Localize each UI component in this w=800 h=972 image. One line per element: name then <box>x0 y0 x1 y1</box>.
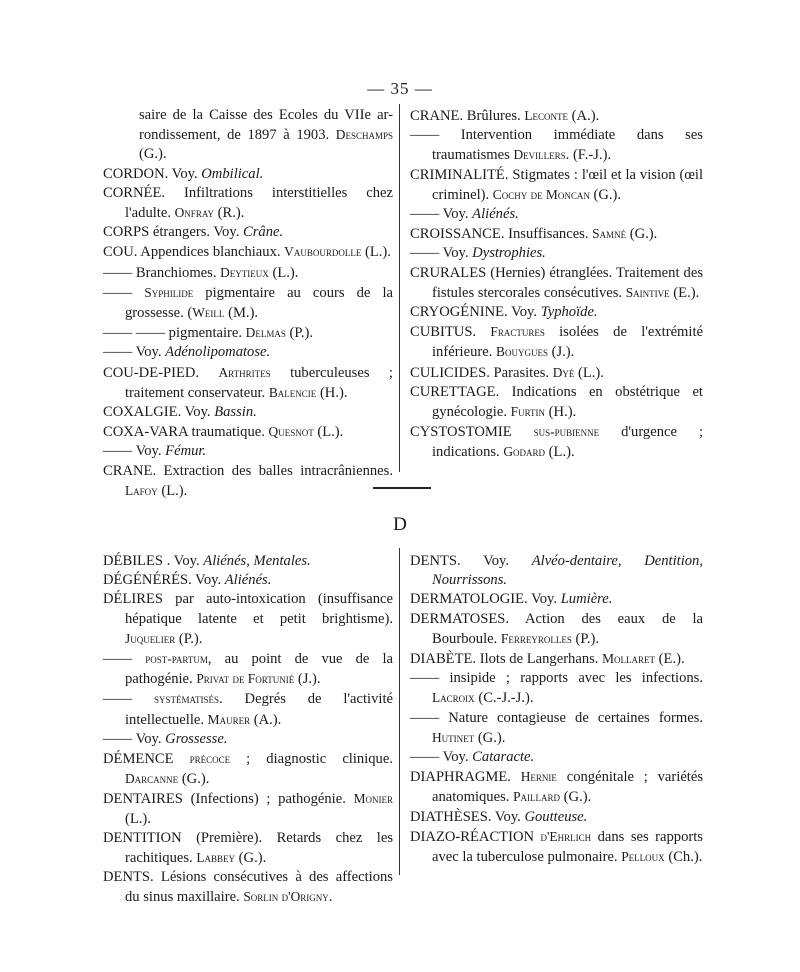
entry-text: COXA-VARA traumatique. <box>103 424 269 441</box>
cross-reference: Ombilical. <box>201 165 264 182</box>
entry-text: CORDON. Voy. <box>103 165 202 182</box>
author-name: sus-pubienne <box>533 424 600 440</box>
entry-text: (G.). <box>178 771 210 788</box>
cross-reference: Adénolipomatose. <box>165 344 271 361</box>
entry-text: (E.). <box>655 651 685 668</box>
entry-text: saire de la Caisse des Ecoles du VII <box>139 107 365 123</box>
author-name: Deschamps <box>335 127 393 143</box>
cross-reference: Crâne. <box>243 224 284 241</box>
index-entry <box>410 303 703 322</box>
entry-text: (A.). <box>568 108 600 124</box>
index-entry <box>410 126 703 165</box>
entry-text: ; diagnostic clinique. <box>230 751 393 768</box>
entry-text: DENTITION (Première). Retards chez les rachitiques. <box>103 829 393 867</box>
entry-text: (M.). <box>224 305 259 322</box>
entry-text: —— insipide ; rapports avec les infections. <box>410 670 703 687</box>
entry-text: —— <box>103 651 146 668</box>
cross-reference: Alvéo-dentaire, Dentition, Nourrissons. <box>432 553 703 589</box>
entry-text: —— Nature contagieuse de certaines formes. <box>410 709 703 726</box>
cross-reference: Cataracte. <box>472 749 535 766</box>
author-name: Sorlin d'Origny <box>243 889 329 905</box>
author-name: Hutinet <box>432 729 475 745</box>
index-entry <box>410 205 703 224</box>
entry-text: (C.-J.-J.). <box>474 690 534 707</box>
entry-text: (P.). <box>175 630 203 647</box>
index-entry <box>410 264 703 303</box>
index-entry <box>103 552 393 571</box>
author-name: Quesnot <box>268 424 314 440</box>
author-name: Lafoy <box>125 482 158 498</box>
author-name: Lacroix <box>432 690 475 706</box>
index-entry <box>103 649 393 689</box>
entry-text: —— Intervention immédiate dans ses traumatismes <box>410 127 703 164</box>
index-entry <box>103 242 393 262</box>
entry-text: CULICIDES. Parasites. <box>410 364 553 381</box>
entry-text: —— —— pigmentaire. <box>103 325 246 342</box>
author-name: Darcanne <box>125 771 179 787</box>
entry-text: (L.). <box>125 810 151 827</box>
author-name: Fractures <box>490 324 545 340</box>
author-name: post-partum <box>145 651 208 667</box>
index-entry <box>410 610 703 649</box>
index-entry <box>410 649 703 669</box>
entry-text: DENTAIRES (Infections) ; pathogénie. <box>103 791 354 808</box>
author-name: Labbey <box>196 850 236 866</box>
author-name: Balencie <box>268 384 317 400</box>
entry-text: (L.). <box>361 244 391 261</box>
entry-text: CYSTOSTOMIE <box>410 424 534 441</box>
entry-text: (L.). <box>574 364 604 381</box>
cross-reference: Grossesse. <box>165 730 228 747</box>
entry-text: —— <box>103 284 145 301</box>
cross-reference: Dystrophies. <box>472 245 546 262</box>
entry-text: d'urgence ; indications. <box>432 424 703 461</box>
author-name: Juquelier <box>125 630 176 646</box>
entry-text: CRYOGÉNINE. Voy. <box>410 304 541 321</box>
index-entry <box>103 442 393 461</box>
author-name: Pelloux <box>621 849 665 865</box>
entry-text: —— Voy. <box>103 730 166 747</box>
entry-text: CORNÉE. Infiltrations interstitielles chez l'adulte. <box>103 184 393 222</box>
entry-text: , au point de vue de la pathogénie. <box>125 651 393 688</box>
entry-text: (H.). <box>545 404 577 421</box>
index-entry <box>103 323 393 343</box>
author-name: précoce <box>189 751 231 767</box>
entry-text: (P.). <box>571 630 600 647</box>
entry-text: —— Voy. <box>103 443 166 460</box>
entry-text: (Ch.). <box>664 849 703 866</box>
index-entry <box>103 868 393 907</box>
entry-text: tuberculeuses ; traitement conservateur. <box>125 364 393 401</box>
entry-text: CRURALES (Hernies) étranglées. Traitement des fistules stercorales consécutives. <box>410 264 703 301</box>
author-name: Syphilide <box>144 284 194 300</box>
index-entry <box>410 767 703 807</box>
cross-reference: Aliénés, Mentales. <box>203 553 311 569</box>
author-name: Deytieux <box>220 264 269 280</box>
index-entry <box>103 184 393 223</box>
index-entry <box>103 590 393 649</box>
entry-text: (E.). <box>669 284 700 301</box>
index-entry <box>103 165 393 184</box>
entry-text: (J.). <box>294 671 321 688</box>
index-entry <box>103 571 393 590</box>
entry-text: COXALGIE. Voy. <box>103 404 215 421</box>
index-entry <box>410 224 703 244</box>
index-entry <box>103 749 393 789</box>
entry-text: (G.). <box>589 186 622 203</box>
entry-text: (R.). <box>214 205 245 222</box>
entry-text: CRANE. Extraction des balles intracrâniennes. <box>103 462 393 479</box>
entry-text: COU. Appendices blanchiaux. <box>103 244 285 261</box>
author-name: systématisés <box>154 691 220 707</box>
entry-text: DIAZO-RÉACTION <box>410 828 541 845</box>
cross-reference: Fémur. <box>165 443 207 460</box>
author-name: Samné <box>592 226 627 242</box>
entry-text: (L.). <box>545 444 575 461</box>
author-name: d'Ehrlich <box>540 828 592 844</box>
entry-text: DIAPHRAGME. <box>410 769 521 786</box>
entry-text: (L.). <box>268 264 299 281</box>
index-entry <box>103 462 393 501</box>
entry-text: COU-DE-PIED. <box>103 364 219 381</box>
entry-text: DIABÈTE. Ilots de Langerhans. <box>410 651 603 668</box>
index-entry <box>103 106 393 165</box>
index-entry <box>410 552 703 590</box>
entry-text: (G.). <box>474 729 506 746</box>
column-divider-top <box>399 104 400 472</box>
entry-text: CROISSANCE. Insuffisances. <box>410 226 593 243</box>
entry-text: (P.). <box>285 325 314 342</box>
index-entry <box>103 363 393 403</box>
author-name: Furtin <box>510 404 546 420</box>
author-name: Dyé <box>552 364 575 380</box>
column-divider-bottom <box>399 548 400 875</box>
section-letter: D <box>393 514 407 535</box>
author-name: Godard <box>503 444 546 460</box>
index-entry <box>410 827 703 867</box>
index-entry <box>410 363 703 383</box>
entry-text: CORPS étrangers. Voy. <box>103 224 244 241</box>
entry-text: DENTS. Lésions consécutives à des affections du sinus maxillaire. <box>103 869 393 906</box>
entry-text: (A.). <box>250 711 282 728</box>
entry-text: (G.). <box>560 789 592 806</box>
column-top-right <box>410 106 703 463</box>
entry-text: (G.). <box>139 146 167 163</box>
entry-text: DERMATOLOGIE. Voy. <box>410 591 561 608</box>
index-entry <box>103 263 393 283</box>
author-name: Weill <box>192 305 225 321</box>
entry-text: —— Voy. <box>410 206 473 223</box>
entry-text: (G.). <box>235 850 267 867</box>
author-name: Privat de Fortunié <box>196 671 295 687</box>
entry-text: —— <box>103 691 155 708</box>
author-name: Maurer <box>207 711 251 727</box>
column-bottom-right <box>410 552 703 867</box>
author-name: Devillers <box>513 147 566 163</box>
entry-text: . (F.-J.). <box>565 147 612 164</box>
author-name: Ferreyrolles <box>500 630 572 646</box>
entry-text: (H.). <box>316 384 348 401</box>
entry-text: CRIMINALITÉ. Stigmates : l'œil et la vision (œil criminel). <box>410 166 703 203</box>
index-entry <box>410 322 703 362</box>
index-entry <box>410 748 703 767</box>
index-entry <box>103 223 393 242</box>
cross-reference: Aliénés. <box>472 206 519 223</box>
entry-text: congénitale ; variétés anatomiques. <box>432 769 704 806</box>
author-name: Leconte <box>524 108 569 123</box>
index-entry <box>103 730 393 749</box>
entry-text: CURETTAGE. Indications en obstétrique et gynécologie. <box>410 383 703 421</box>
author-name: Paillard <box>513 789 561 805</box>
entry-text: CRANE. Brûlures. <box>410 108 525 124</box>
entry-text: DENTS. Voy. <box>410 553 532 569</box>
author-name: Mollaret <box>602 651 656 667</box>
entry-text: dans ses rapports avec la tuberculose pulmonaire. <box>432 828 703 866</box>
entry-text: —— Voy. <box>410 245 473 262</box>
entry-text: (L.). <box>313 424 344 441</box>
index-entry <box>410 383 703 422</box>
index-entry <box>410 709 703 748</box>
index-entry <box>410 166 703 205</box>
entry-text: DÉBILES . Voy. <box>103 553 204 569</box>
author-name: Delmas <box>245 325 286 341</box>
index-entry <box>410 106 703 126</box>
entry-text: CUBITUS. <box>410 324 491 341</box>
author-name: Onfray <box>174 205 214 221</box>
entry-text: —— Branchiomes. <box>103 264 221 281</box>
entry-text: (J.). <box>547 344 575 361</box>
cross-reference: Aliénés. <box>224 572 272 589</box>
author-name: Monier <box>353 791 393 807</box>
author-name: Arthrites <box>218 364 271 380</box>
cross-reference: Typhoïde. <box>540 304 598 321</box>
page-number: — 35 — <box>367 79 433 98</box>
index-entry <box>103 403 393 422</box>
cross-reference: Goutteuse. <box>524 808 588 825</box>
index-entry <box>410 422 703 462</box>
entry-text: DERMATOSES. Action des eaux de la Bourboule. <box>410 610 703 647</box>
entry-text: (G.). <box>626 226 658 243</box>
entry-text: . <box>328 889 333 906</box>
author-name: Cochy de Moncan <box>492 186 590 202</box>
entry-text: DÉGÉNÉRÉS. Voy. <box>103 572 225 589</box>
column-bottom-left <box>103 552 393 908</box>
entry-text: —— Voy. <box>103 344 166 361</box>
entry-text: DÉMENCE <box>103 751 190 768</box>
index-entry <box>103 689 393 729</box>
entry-text: DÉLIRES par auto-intoxication (insuffisance hépatique latente et petit brightisme). <box>103 591 393 627</box>
cross-reference: Lumière. <box>560 591 613 608</box>
entry-text: . Degrés de l'activité intellectuelle. <box>125 691 393 728</box>
entry-text: e ar-rondissement, de 1897 à 1903. <box>139 107 393 144</box>
index-entry <box>103 829 393 868</box>
entry-text: pigmentaire au cours de la grossesse. ( <box>125 284 393 322</box>
author-name: Saintive <box>625 284 670 300</box>
cross-reference: Bassin. <box>214 404 257 421</box>
entry-text: (L.). <box>157 482 188 499</box>
index-entry <box>410 669 703 708</box>
author-name: Hernie <box>520 769 557 785</box>
entry-text: isolées de l'extrémité inférieure. <box>432 324 703 361</box>
index-entry <box>410 590 703 609</box>
author-name: Bouygues <box>496 344 548 360</box>
index-entry <box>103 422 393 442</box>
column-top-left <box>103 106 393 501</box>
index-entry <box>103 789 393 828</box>
index-entry <box>410 244 703 263</box>
entry-text: —— Voy. <box>410 749 473 766</box>
author-name: Vaubourdolle <box>284 244 362 260</box>
index-entry <box>410 808 703 827</box>
index-entry <box>103 343 393 362</box>
section-rule <box>373 487 431 489</box>
index-entry <box>103 283 393 323</box>
entry-text: DIATHÈSES. Voy. <box>410 808 525 825</box>
